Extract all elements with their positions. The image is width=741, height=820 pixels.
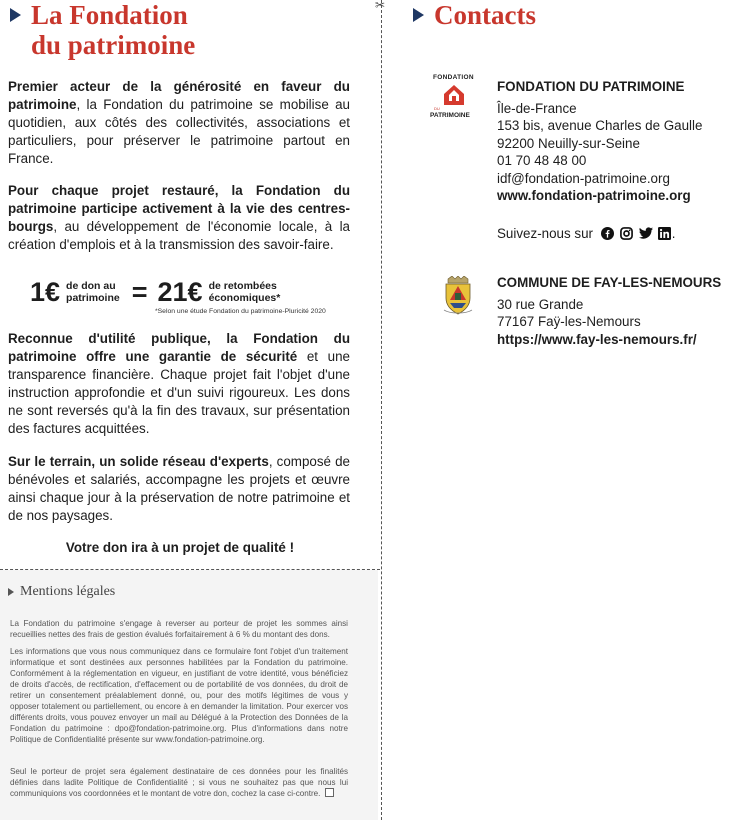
fondation-phone: 01 70 48 48 00: [497, 153, 587, 168]
commune-website[interactable]: https://www.fay-les-nemours.fr/: [497, 331, 697, 347]
eq-right-label: de retombées économiques*: [208, 280, 281, 304]
intro-paragraph: Premier acteur de la générosité en faveur du patrimoine, la Fondation du patrimoine se mobilise au quotidien, aux côtés des collectivités, associations et particuliers, pour préserver le patrimoine partout en France.: [8, 79, 350, 166]
legal-privacy-text: Les informations que vous nous communiquez dans ce formulaire font l'objet d'un traitement informatique et sont destinées aux personnes habilitées par la Fondation du patrimoine. Conformément à la réglementation en vigueur, en justifiant de votre identité, vous bénéficiez de droits d'accès, de rectification, d'effacement ou de portabilité de vos données, du droit de retirer un consentement préalablement donné, ou, pour des motifs légitimes de vous y opposer totalement ou partiellement, ou encore à en demander la limitation. Pour exercer vos différents droits, vous pouvez envoyer un mail au Délégué à la Protection des Données de la Fondation du patrimoine : dpo@fondation-patrimoine.org. Plus d'informations dans notre Politique de Confidentialité présente sur www.fondation-patrimoine.org.: [10, 647, 348, 744]
facebook-icon[interactable]: [601, 226, 615, 240]
twitter-icon[interactable]: [639, 226, 653, 240]
commune-crest-icon: [442, 276, 474, 316]
triangle-marker-icon: [413, 8, 424, 22]
fondation-title-line2: du patrimoine: [31, 30, 196, 60]
triangle-marker-icon: [10, 8, 21, 22]
fondation-address-1: 153 bis, avenue Charles de Gaulle: [497, 118, 703, 133]
vertical-cut-line: [381, 0, 382, 820]
equals-sign: =: [131, 276, 148, 307]
fondation-name: FONDATION DU PATRIMOINE: [497, 79, 685, 94]
commune-address-1: 30 rue Grande: [497, 296, 584, 312]
scissors-icon: ✂: [375, 0, 386, 12]
legal-title: Mentions légales: [8, 584, 115, 600]
legal-sharing-text: Seul le porteur de projet sera également destinataire de ces données pour les finalités définies dans ladite Politique de Confidentialité ; si vous ne souhaitez pas que nous lui communiquions vos coordonnées et le montant de votre don, cochez la case ci-contre.: [10, 767, 348, 798]
contacts-title: Contacts: [413, 0, 536, 30]
fondation-email[interactable]: idf@fondation-patrimoine.org: [497, 170, 670, 186]
fondation-title: [10, 0, 195, 60]
donation-cta: Votre don ira à un projet de qualité !: [65, 540, 295, 555]
contacts-panel: [400, 0, 741, 820]
commune-contact: [497, 274, 741, 348]
experts-paragraph: Sur le terrain, un solide réseau d'experts, composé de bénévoles et salariés, accompagne les projets et œuvre ainsi chaque jour à la préservation de notre patrimoine et de nos paysages.: [8, 454, 350, 523]
commune-name: COMMUNE DE FAY-LES-NEMOURS: [497, 275, 722, 290]
linkedin-icon[interactable]: [658, 226, 672, 240]
legal-fees-text: La Fondation du patrimoine s'engage à reverser au porteur de projet les sommes ainsi recueillies nettes des frais de gestion évalués forfaitairement à 6 % du montant des dons.: [10, 619, 348, 639]
projects-paragraph: Pour chaque projet restauré, la Fondation du patrimoine participe activement à la vie des centres-bourgs, au développement de l'économie locale, à la création d'emplois et à la transmission des savoir-faire.: [8, 183, 350, 252]
social-follow: Suivez-nous sur .: [497, 225, 676, 241]
fondation-patrimoine-logo: FONDATION DU PATRIMOINE: [430, 74, 474, 119]
eq-right-value: 21€: [157, 276, 203, 307]
fondation-address-2: 92200 Neuilly-sur-Seine: [497, 135, 640, 151]
fondation-contact: [497, 78, 741, 242]
impact-equation: [30, 272, 350, 312]
commune-address-2: 77167 Faÿ-les-Nemours: [497, 314, 641, 329]
opt-out-checkbox[interactable]: [325, 788, 334, 797]
eq-left-label: de don au patrimoine: [66, 280, 120, 304]
fondation-website[interactable]: www.fondation-patrimoine.org: [497, 188, 691, 203]
eq-left-value: 1€: [30, 276, 61, 307]
fondation-region: Île-de-France: [497, 100, 577, 116]
fondation-title-line1: La Fondation: [31, 0, 188, 30]
instagram-icon[interactable]: [620, 226, 634, 240]
fondation-presentation: [0, 0, 378, 570]
study-footnote: *Selon une étude Fondation du patrimoine-Pluricité 2020: [155, 308, 326, 315]
legal-notice: [0, 570, 378, 820]
triangle-marker-icon: [8, 588, 14, 596]
guarantee-paragraph: Reconnue d'utilité publique, la Fondation du patrimoine offre une garantie de sécurité et une transparence financière. Chaque projet fait l'objet d'une instruction approfondie et d'un suivi rigoureux. Les dons ne sont reversés qu'à la fin des travaux, sur présentation des factures acquittées.: [8, 331, 350, 436]
